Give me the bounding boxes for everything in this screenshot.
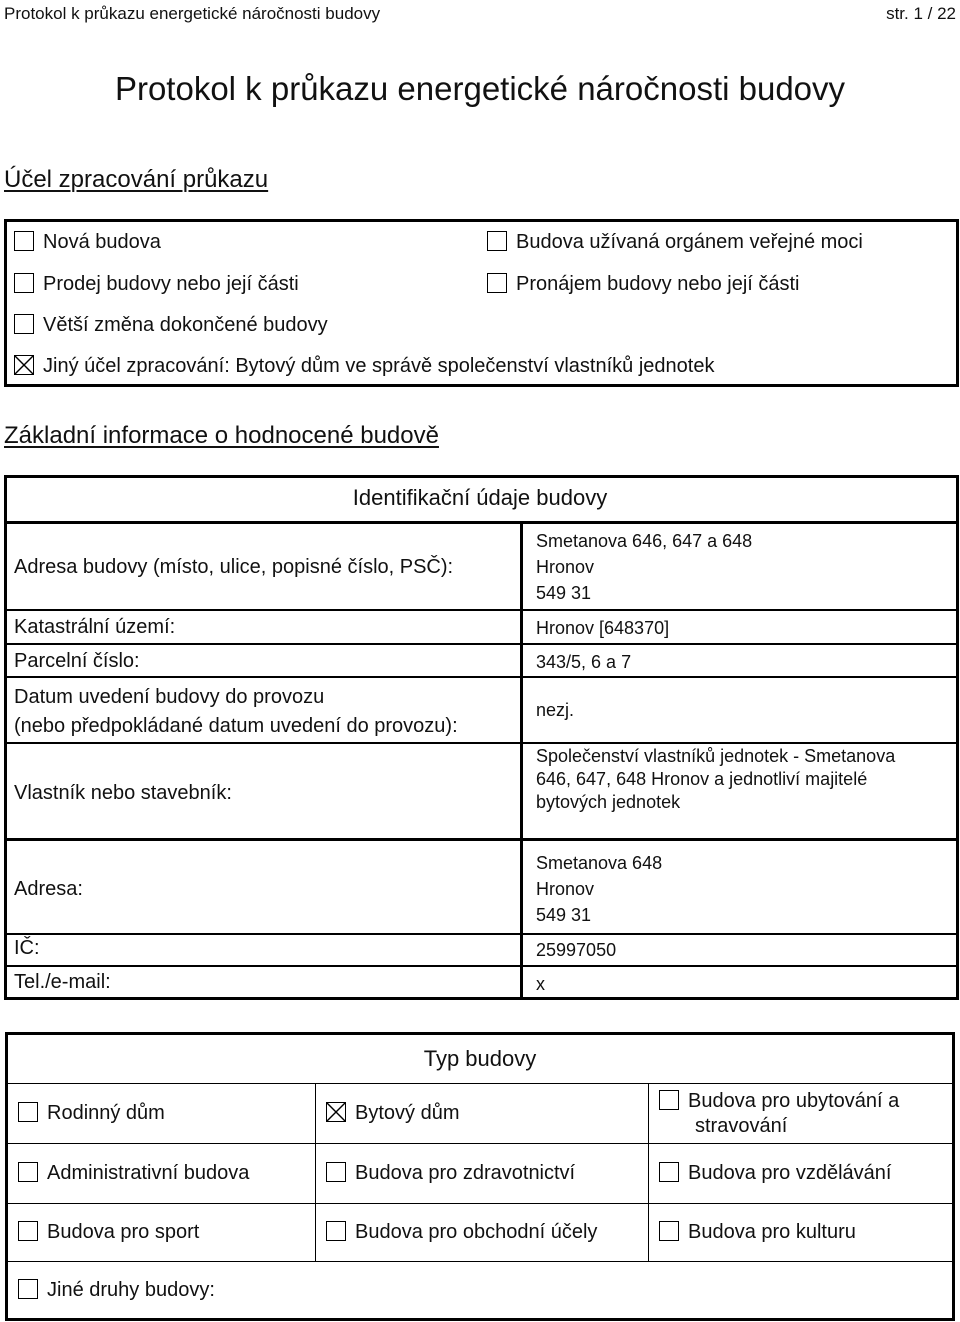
cadastral-value: Hronov [648370] [536,618,670,638]
option-public-authority[interactable]: Budova užívaná orgánem veřejné moci [487,231,863,254]
address-value: Smetanova 646, 647 a 648 Hronov 549 31 [536,531,753,603]
checkbox[interactable] [18,1221,38,1241]
cadastral-label: Katastrální území: [14,616,176,638]
ic-value: 25997050 [536,940,617,960]
type-education[interactable]: Budova pro vzdělávání [649,1144,954,1204]
checkbox[interactable] [487,273,507,293]
checkbox[interactable] [14,273,34,293]
option-major-change[interactable]: Větší změna dokončené budovy [14,314,328,337]
owner-address-label: Adresa: [14,878,83,900]
ic-label: IČ: [14,937,40,959]
checkbox[interactable] [326,1221,346,1241]
basic-info-heading: Základní informace o hodnocené budově [4,422,439,449]
contact-value: x [536,974,545,994]
identification-heading: Identifikační údaje budovy [352,485,608,510]
option-other-purpose[interactable]: Jiný účel zpracování: Bytový dům ve správě společenství vlastníků jednotek [14,355,714,378]
building-type-table [5,1032,955,1321]
type-sport[interactable]: Budova pro sport [7,1204,316,1262]
date-value: nezj. [536,700,575,720]
divider [4,521,959,524]
checkbox-checked[interactable] [14,355,34,375]
address-label: Adresa budovy (místo, ulice, popisné číslo, PSČ): [14,556,454,578]
checkbox[interactable] [14,314,34,334]
running-title: Protokol k průkazu energetické náročnosti budovy [4,4,381,23]
checkbox[interactable] [659,1090,679,1110]
type-culture[interactable]: Budova pro kulturu [649,1204,954,1262]
divider [4,965,959,967]
parcel-label: Parcelní číslo: [14,650,140,672]
checkbox-checked[interactable] [326,1102,346,1122]
divider [4,933,959,935]
owner-address-value: Smetanova 648 Hronov 549 31 [536,853,663,925]
type-family-house[interactable]: Rodinný dům [7,1084,316,1144]
building-type-heading: Typ budovy [7,1034,954,1084]
option-sale[interactable]: Prodej budovy nebo její části [14,273,299,296]
owner-contact-box [4,838,959,1000]
option-new-building[interactable]: Nová budova [14,231,161,254]
option-lease[interactable]: Pronájem budovy nebo její části [487,273,800,296]
checkbox[interactable] [18,1162,38,1182]
type-administrative[interactable]: Administrativní budova [7,1144,316,1204]
checkbox[interactable] [326,1162,346,1182]
divider [4,609,959,611]
date-label: Datum uvedení budovy do provozu (nebo předpokládané datum uvedení do provozu): [14,686,458,737]
check-cross-icon [326,1102,346,1122]
contact-label: Tel./e-mail: [14,971,111,993]
checkbox[interactable] [659,1221,679,1241]
type-apartment-building[interactable]: Bytový dům [316,1084,649,1144]
checkbox[interactable] [18,1102,38,1122]
type-commercial[interactable]: Budova pro obchodní účely [316,1204,649,1262]
purpose-heading: Účel zpracování průkazu [4,166,269,193]
page-number: str. 1 / 22 [886,4,956,23]
divider [4,643,959,645]
owner-label: Vlastník nebo stavebník: [14,782,232,804]
type-accommodation[interactable]: Budova pro ubytování a stravování [649,1084,954,1144]
divider [520,838,523,1000]
document-title: Protokol k průkazu energetické náročnosti budovy [114,70,846,107]
divider [4,676,959,678]
type-healthcare[interactable]: Budova pro zdravotnictví [316,1144,649,1204]
checkbox[interactable] [18,1279,38,1299]
type-other[interactable]: Jiné druhy budovy: [7,1262,954,1320]
checkbox[interactable] [659,1162,679,1182]
parcel-value: 343/5, 6 a 7 [536,652,632,672]
check-cross-icon [14,355,34,375]
owner-value: Společenství vlastníků jednotek - Smetanova 646, 647, 648 Hronov a jednotliví majitelé bytových jednotek [536,746,896,812]
divider [4,742,959,744]
checkbox[interactable] [487,231,507,251]
checkbox[interactable] [14,231,34,251]
divider [520,521,523,841]
